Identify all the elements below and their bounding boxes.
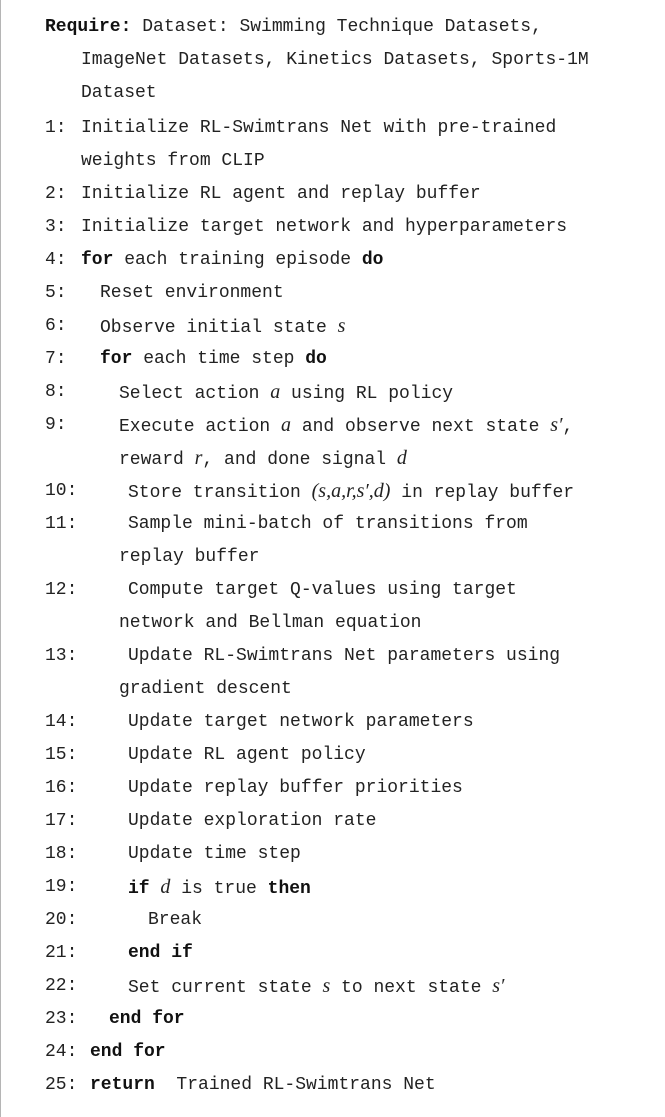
math-var: s′ <box>492 975 505 997</box>
step-text: Trained RL-Swimtrans Net <box>154 1075 436 1095</box>
line-number: 18: <box>45 844 78 864</box>
step-text: and observe next state <box>291 417 551 437</box>
line-number: 9: <box>45 415 67 435</box>
line-number: 1: <box>45 118 67 138</box>
math-var: d <box>396 447 407 469</box>
line-number: 25: <box>45 1075 78 1095</box>
step-text: Update target network parameters <box>128 712 474 732</box>
require-text-1: Dataset: Swimming Technique Datasets, <box>142 17 542 37</box>
for-keyword: for <box>100 349 133 369</box>
line-number: 14: <box>45 712 78 732</box>
line-number: 7: <box>45 349 67 369</box>
step-text: reward <box>119 450 195 470</box>
line-number: 22: <box>45 976 78 996</box>
require-line-1 <box>45 16 542 38</box>
step-text: Initialize RL agent and replay buffer <box>81 184 481 204</box>
step-text: each training episode <box>113 250 362 270</box>
step-text: Compute target Q-values using target <box>128 580 517 600</box>
math-var: s′ <box>550 414 563 436</box>
line-number: 24: <box>45 1042 78 1062</box>
step-line <box>128 480 574 504</box>
math-var: r <box>194 447 203 469</box>
step-text: in replay buffer <box>390 483 575 503</box>
line-number: 10: <box>45 481 78 501</box>
do-keyword: do <box>305 349 327 369</box>
step-text-continued: weights from CLIP <box>81 151 265 171</box>
line-number: 3: <box>45 217 67 237</box>
step-line <box>119 414 573 438</box>
step-text: Update time step <box>128 844 301 864</box>
step-line <box>119 381 453 405</box>
step-text: Sample mini-batch of transitions from <box>128 514 528 534</box>
end-if-keyword: end if <box>128 943 193 963</box>
math-var: a <box>270 381 281 403</box>
line-number: 19: <box>45 877 78 897</box>
step-text-continued: replay buffer <box>119 547 260 567</box>
line-number: 11: <box>45 514 78 534</box>
line-number: 15: <box>45 745 78 765</box>
if-line <box>128 876 311 900</box>
step-text-continued: network and Bellman equation <box>119 613 422 633</box>
end-for-keyword: end for <box>109 1009 185 1029</box>
then-keyword: then <box>267 879 311 899</box>
step-text: Set current state <box>128 978 323 998</box>
step-text: Update replay buffer priorities <box>128 778 463 798</box>
for-loop-line <box>81 249 383 271</box>
step-text: is true <box>170 879 268 899</box>
if-keyword: if <box>128 879 150 899</box>
math-var: s <box>322 975 331 997</box>
step-text: each time step <box>132 349 306 369</box>
step-text: Break <box>148 910 203 930</box>
for-keyword: for <box>81 250 114 270</box>
return-keyword: return <box>90 1075 155 1095</box>
line-number: 21: <box>45 943 78 963</box>
step-text: , and done signal <box>202 450 397 470</box>
line-number: 13: <box>45 646 78 666</box>
step-text: Reset environment <box>100 283 284 303</box>
math-var: s <box>337 315 346 337</box>
end-for-keyword: end for <box>90 1042 166 1062</box>
line-number: 4: <box>45 250 67 270</box>
line-number: 17: <box>45 811 78 831</box>
line-number: 2: <box>45 184 67 204</box>
step-text: , <box>562 417 574 437</box>
math-var: a <box>281 414 292 436</box>
step-text: Initialize RL-Swimtrans Net with pre-trained <box>81 118 557 138</box>
step-text: Execute action <box>119 417 282 437</box>
require-line-3: Dataset <box>81 83 157 103</box>
step-text: Initialize target network and hyperparameters <box>81 217 568 237</box>
math-tuple: (s,a,r,s′,d) <box>311 480 391 502</box>
step-text: Observe initial state <box>100 318 338 338</box>
step-text: Store transition <box>128 483 312 503</box>
line-number: 20: <box>45 910 78 930</box>
do-keyword: do <box>361 250 384 270</box>
step-line <box>128 975 504 999</box>
step-text: Update RL-Swimtrans Net parameters using <box>128 646 561 666</box>
step-text: using RL policy <box>280 384 454 404</box>
step-text: to next state <box>330 978 493 998</box>
step-text: Select action <box>119 384 271 404</box>
math-var: d <box>160 876 171 898</box>
require-keyword: Require: <box>45 17 132 37</box>
line-number: 16: <box>45 778 78 798</box>
line-number: 6: <box>45 316 67 336</box>
step-line <box>100 315 345 339</box>
for-loop-line <box>100 348 327 370</box>
require-line-2: ImageNet Datasets, Kinetics Datasets, Sports-1M <box>81 50 589 70</box>
line-number: 5: <box>45 283 67 303</box>
return-line <box>90 1074 436 1096</box>
line-number: 8: <box>45 382 67 402</box>
line-number: 23: <box>45 1009 78 1029</box>
line-number: 12: <box>45 580 78 600</box>
step-text: Update RL agent policy <box>128 745 366 765</box>
step-text-continued: gradient descent <box>119 679 292 699</box>
step-line-continued <box>119 447 407 471</box>
step-text: Update exploration rate <box>128 811 377 831</box>
